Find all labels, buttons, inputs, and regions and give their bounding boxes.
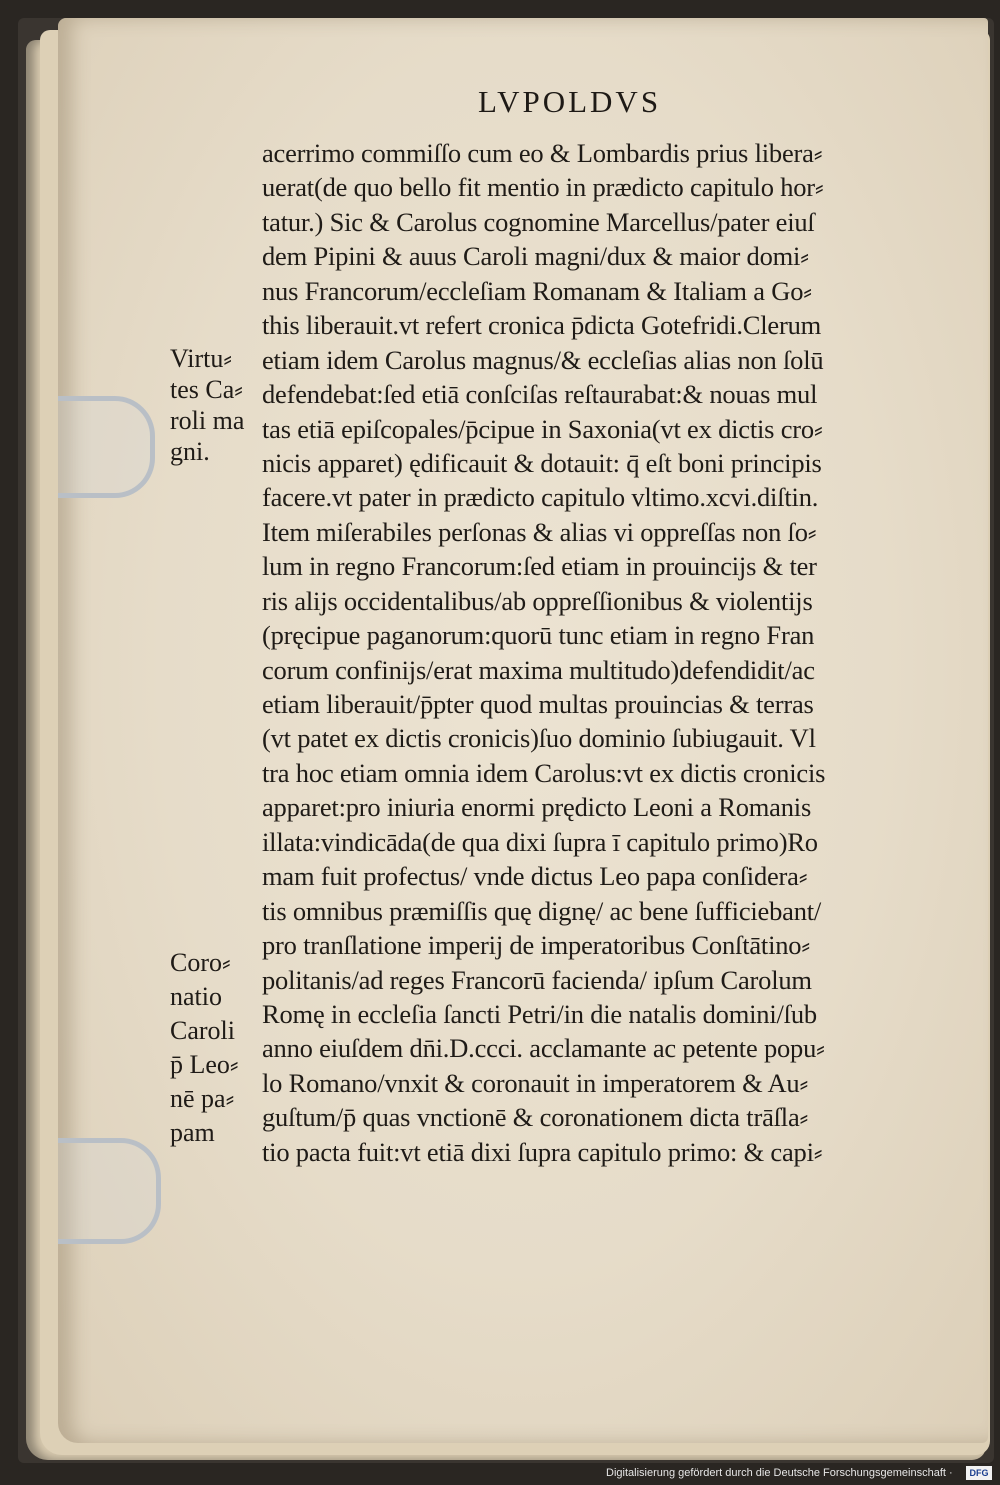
text-line: apparet:pro iniuria enormi prędicto Leoni a Romanis xyxy=(262,792,812,823)
margin-note-line: gni. xyxy=(170,437,210,466)
text-line: guſtum/p̄ quas vnctionē & coronationem dicta trāſla⸗ xyxy=(262,1102,809,1133)
main-text-block xyxy=(262,136,902,1169)
text-line: (vt patet ex dictis cronicis)ſuo dominio ſubiugauit. Vl xyxy=(262,723,816,754)
text-line: lo Romano/vnxit & coronauit in imperatorem & Au⸗ xyxy=(262,1067,809,1098)
text-line: mam fuit profectus/ vnde dictus Leo papa conſidera⸗ xyxy=(262,861,808,892)
margin-note-line: Caroli xyxy=(170,1016,235,1045)
text-line: nus Francorum/eccleſiam Romanam & Italiam a Go⸗ xyxy=(262,275,812,306)
margin-note-line: Coro⸗ xyxy=(170,948,231,977)
text-line: tis omnibus præmiſſis quę dignę/ ac bene ſufficiebant/ xyxy=(262,895,822,926)
text-line: anno eiuſdem dn̄i.D.ccci. acclamante ac petente popu⸗ xyxy=(262,1033,825,1064)
text-line: acerrimo commiſſo cum eo & Lombardis prius libera⸗ xyxy=(262,138,823,168)
text-line: Item miſerabiles perſonas & alias vi oppreſſas non ſo⸗ xyxy=(262,516,817,547)
text-line: facere.vt pater in prædicto capitulo vltimo.xcvi.diſtin. xyxy=(262,482,819,513)
margin-note-line: Virtu⸗ xyxy=(170,344,232,373)
text-line: corum confinijs/erat maxima multitudo)defendidit/ac xyxy=(262,654,815,685)
text-line: lum in regno Francorum:ſed etiam in prouincijs & ter xyxy=(262,551,817,582)
text-line: defendebat:ſed etiā conſciſas reſtaurabat:& nouas mul xyxy=(262,379,818,410)
margin-note-coronation xyxy=(170,946,265,1150)
paper-clip-bottom xyxy=(58,1138,161,1244)
margin-note-line: natio xyxy=(170,982,222,1011)
text-line: etiam idem Carolus magnus/& eccleſias alias non ſolū xyxy=(262,344,824,375)
text-line: (pręcipue paganorum:quorū tunc etiam in regno Fran xyxy=(262,620,815,651)
margin-note-virtues xyxy=(170,343,265,467)
text-line: Romę in eccleſia ſancti Petri/in die natalis domini/ſub xyxy=(262,998,817,1029)
text-line: tas etiā epiſcopales/p̄cipue in Saxonia(vt ex dictis cro⸗ xyxy=(262,413,823,444)
margin-note-line: tes Ca⸗ xyxy=(170,375,243,404)
text-line: dem Pipini & auus Caroli magni/dux & maior domi⸗ xyxy=(262,241,809,272)
margin-note-line: p̄ Leo⸗ xyxy=(170,1050,239,1079)
text-line: politanis/ad reges Francorū facienda/ ipſum Carolum xyxy=(262,964,812,995)
text-line: ris alijs occidentalibus/ab oppreſſionibus & violentijs xyxy=(262,585,813,616)
margin-note-line: roli ma xyxy=(170,406,245,435)
text-line: tatur.) Sic & Carolus cognomine Marcellus/pater eiuſ xyxy=(262,206,815,237)
text-line: uerat(de quo bello fit mentio in prædicto capitulo hor⸗ xyxy=(262,172,824,203)
text-line: tra hoc etiam omnia idem Carolus:vt ex dictis cronicis xyxy=(262,757,826,788)
running-title: LVPOLDVS xyxy=(478,84,662,119)
text-line: this liberauit.vt refert cronica p̄dicta Gotefridi.Clerum xyxy=(262,310,822,341)
paper-clip-top xyxy=(58,396,155,498)
text-line: pro tranſlatione imperij de imperatoribus Conſtātino⸗ xyxy=(262,930,810,961)
text-line: tio pacta fuit:vt etiā dixi ſupra capitulo primo: & capi⸗ xyxy=(262,1136,823,1167)
margin-note-line: pam xyxy=(170,1118,215,1147)
funding-credit: Digitalisierung gefördert durch die Deutsche Forschungsgemeinschaft · xyxy=(606,1467,953,1479)
text-line: etiam liberauit/p̄pter quod multas prouincias & terras xyxy=(262,689,814,719)
text-line: illata:vindicāda(de qua dixi ſupra ī capitulo primo)Ro xyxy=(262,826,818,857)
dfg-logo: DFG xyxy=(966,1466,992,1480)
text-line: nicis apparet) ędificauit & dotauit: q̄ eſt boni principis xyxy=(262,447,822,478)
margin-note-line: nē pa⸗ xyxy=(170,1084,235,1113)
